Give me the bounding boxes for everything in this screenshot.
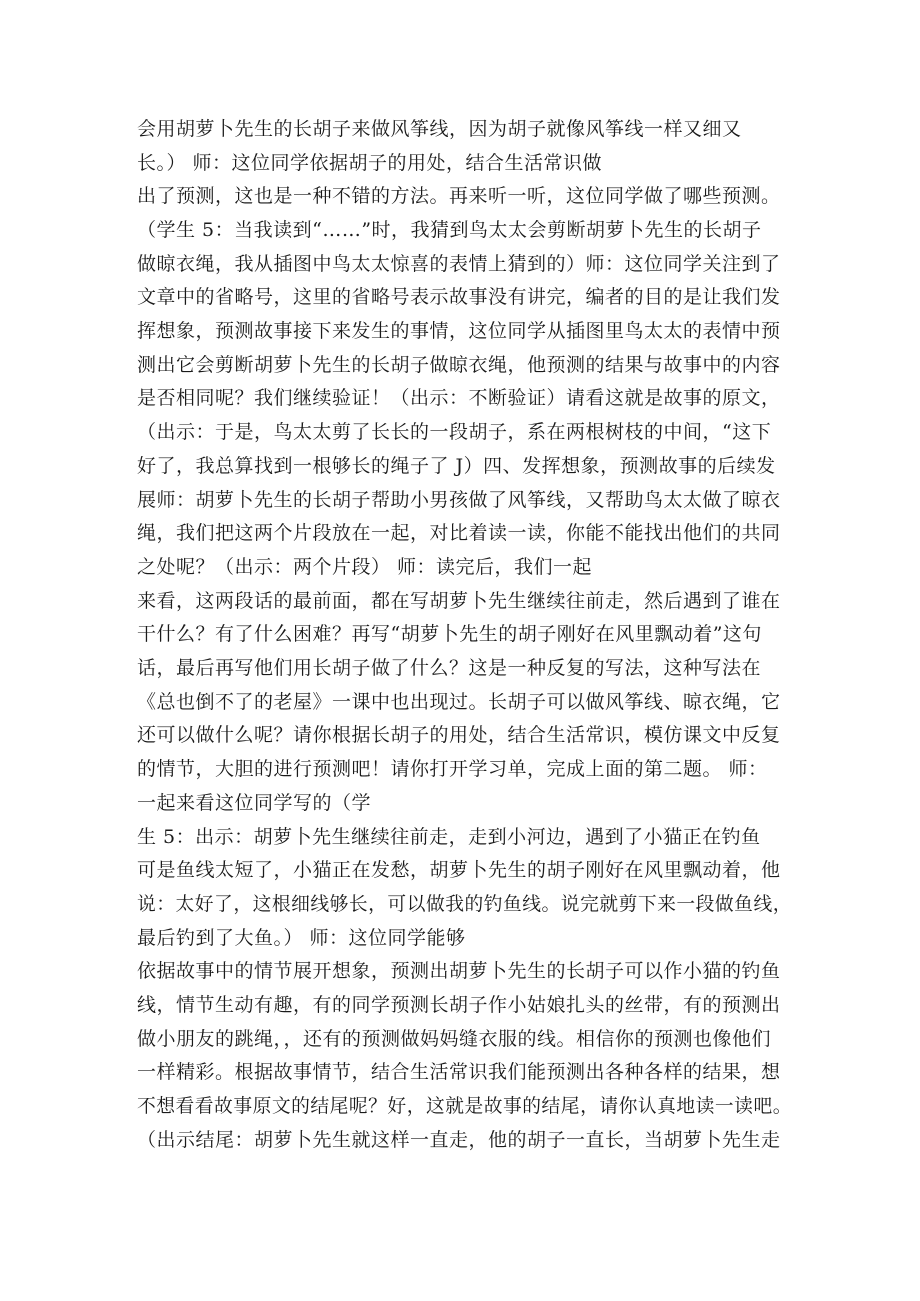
text-line: 出了预测，这也是一种不错的方法。再来听一听，这位同学做了哪些预测。 [137, 185, 781, 207]
text-line: 的情节，大胆的进行预测吧！请你打开学习单，完成上面的第二题。 师： [137, 758, 768, 780]
text-line: 干什么？有了什么困难？再写“胡萝卜先生的胡子刚好在风里飘动着”这句 [137, 623, 762, 645]
text-line: 做晾衣绳，我从插图中鸟太太惊喜的表情上猜到的）师：这位同学关注到了 [137, 253, 781, 275]
text-line: 一起来看这位同学写的（学 [137, 792, 372, 814]
text-line: 会用胡萝卜先生的长胡子来做风筝线，因为胡子就像风筝线一样又细又 [137, 118, 742, 140]
text-line: 展师：胡萝卜先生的长胡子帮助小男孩做了风筝线，又帮助鸟太太做了晾衣 [137, 489, 781, 511]
text-line: 测出它会剪断胡萝卜先生的长胡子做晾衣绳，他预测的结果与故事中的内容 [137, 354, 781, 376]
text-line: （出示：于是，鸟太太剪了长长的一段胡子，系在两根树枝的中间，“这下 [137, 421, 772, 443]
text-line: 生 5：出示：胡萝卜先生继续往前走，走到小河边，遇到了小猫正在钓鱼 [137, 826, 761, 848]
text-line: 《总也倒不了的老屋》一课中也出现过。长胡子可以做风筝线、晾衣绳，它 [137, 691, 781, 713]
text-line: 来看，这两段话的最前面，都在写胡萝卜先生继续往前走，然后遇到了谁在 [137, 590, 781, 612]
text-line: 依据故事中的情节展开想象，预测出胡萝卜先生的长胡子可以作小猫的钓鱼 [137, 960, 781, 982]
text-line: 话，最后再写他们用长胡子做了什么？这是一种反复的写法，这种写法在 [137, 657, 762, 679]
text-line: 最后钓到了大鱼。） 师：这位同学能够 [137, 927, 466, 949]
text-line: 还可以做什么呢？请你根据长胡子的用处，结合生活常识，模仿课文中反复 [137, 724, 781, 746]
text-line: 是否相同呢？我们继续验证！（出示：不断验证）请看这就是故事的原文， [137, 387, 781, 409]
text-line: （出示结尾：胡萝卜先生就这样一直走，他的胡子一直长，当胡萝卜先生走 [137, 1129, 781, 1151]
text-line: 好了，我总算找到一根够长的绳子了 J）四、发挥想象，预测故事的后续发 [137, 455, 776, 477]
text-line: 线，情节生动有趣，有的同学预测长胡子作小姑娘扎头的丝带，有的预测出 [137, 994, 781, 1016]
text-line: 一样精彩。根据故事情节，结合生活常识我们能预测出各种各样的结果，想 [137, 1061, 781, 1083]
text-line: 之处呢？（出示：两个片段） 师：读完后，我们一起 [137, 556, 593, 578]
text-line: 长。） 师：这位同学依据胡子的用处，结合生活常识做 [137, 152, 603, 174]
text-line: 文章中的省略号，这里的省略号表示故事没有讲完，编者的目的是让我们发 [137, 286, 781, 308]
text-line: 挥想象，预测故事接下来发生的事情，这位同学从插图里鸟太太的表情中预 [137, 320, 781, 342]
text-line: 做小朋友的跳绳，，还有的预测做妈妈缝衣服的线。相信你的预测也像他们 [137, 1028, 772, 1050]
text-line: 可是鱼线太短了，小猫正在发愁，胡萝卜先生的胡子刚好在风里飘动着，他 [137, 859, 781, 881]
text-line: 说：太好了，这根细线够长，可以做我的钓鱼线。说完就剪下来一段做鱼线， [137, 893, 792, 915]
text-line: 不想看看故事原文的结尾呢？好，这就是故事的结尾，请你认真地读一读吧。 [137, 1095, 792, 1117]
text-line: （学生 5：当我读到“……”时，我猜到鸟太太会剪断胡萝卜先生的长胡子 [137, 219, 762, 241]
text-line: 绳，我们把这两个片段放在一起，对比着读一读，你能不能找出他们的共同 [137, 522, 781, 544]
